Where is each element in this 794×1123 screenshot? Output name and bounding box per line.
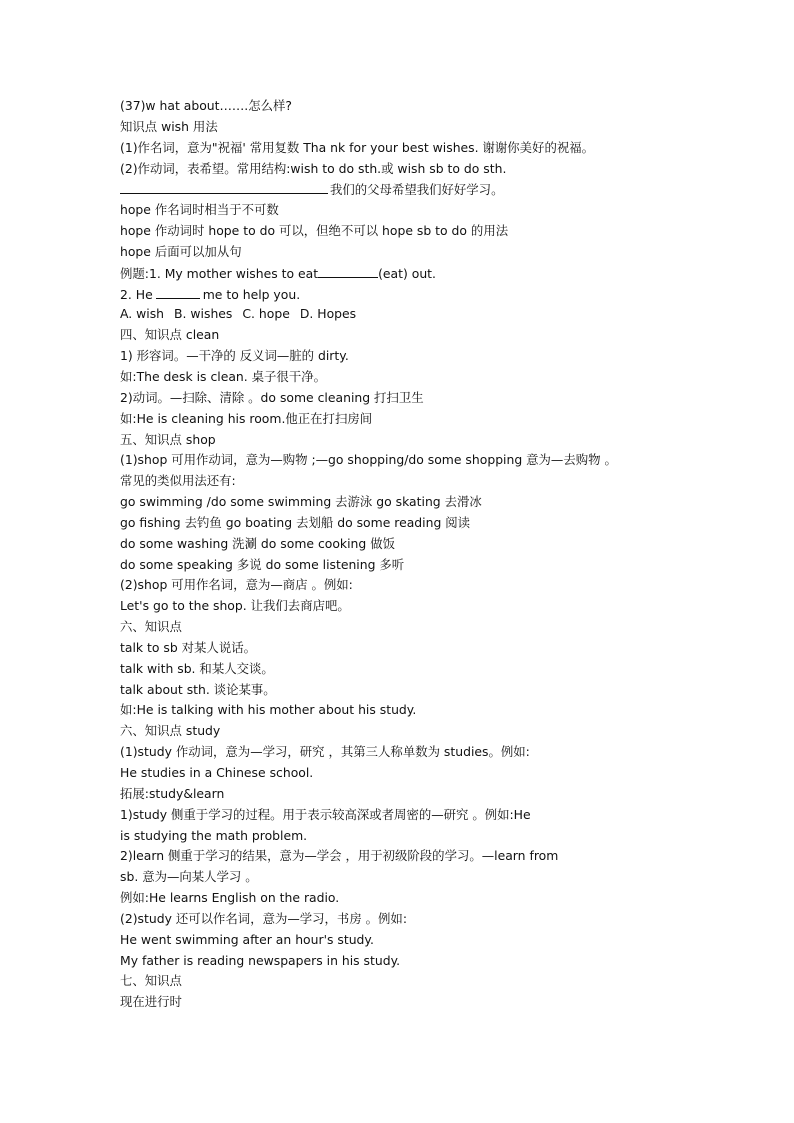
text-line: talk about sth. 谈论某事。: [120, 681, 276, 697]
text-line: is studying the math problem.: [120, 827, 308, 843]
text-line: 如:He is cleaning his room.他正在打扫房间: [120, 410, 373, 426]
answer-blank[interactable]: [120, 179, 328, 194]
section-heading: 知识点 wish 用法: [120, 118, 218, 134]
text-line: do some washing 洗涮 do some cooking 做饭: [120, 535, 395, 551]
exercise-line: [120, 263, 680, 284]
text-line: (1)shop 可用作动词，意为—购物 ;—go shopping/do some shopping 意为—去购物 。: [120, 452, 617, 468]
option-b: B. wishes: [174, 306, 233, 322]
section-heading: 七、知识点: [120, 973, 182, 989]
text-line: go swimming /do some swimming 去游泳 go skating 去滑冰: [120, 494, 482, 510]
text-line: 2)动词。—扫除、清除 。do some cleaning 打扫卫生: [120, 389, 424, 405]
document-body: [120, 96, 680, 1013]
section-heading: 四、知识点 clean: [120, 327, 220, 343]
text-line: hope 后面可以加从句: [120, 243, 242, 259]
text-line: 1)study 侧重于学习的过程。用于表示较高深或者周密的—研究 。例如:He: [120, 806, 531, 822]
section-heading: 六、知识点 study: [120, 723, 221, 739]
text-line: 常见的类似用法还有:: [120, 473, 236, 489]
text-line: go fishing 去钓鱼 go boating 去划船 do some reading 阅读: [120, 514, 471, 530]
option-a: A. wish: [120, 306, 165, 322]
text-line: (2)作动词，表希望。常用结构:wish to do sth.或 wish sb to do sth.: [120, 160, 507, 176]
text-line: (1)作名词，意为"祝福' 常用复数 Tha nk for your best wishes. 谢谢你美好的祝福。: [120, 139, 595, 155]
section-heading: 五、知识点 shop: [120, 431, 216, 447]
text-fragment: me to help you.: [202, 286, 301, 302]
options-line: [120, 304, 680, 325]
text-line: He went swimming after an hour's study.: [120, 931, 374, 947]
text-line: 1) 形容词。—干净的 反义词—脏的 dirty.: [120, 348, 349, 364]
text-line: 如:He is talking with his mother about his study.: [120, 702, 417, 718]
option-d: D. Hopes: [299, 306, 357, 322]
exercise-line: [120, 284, 680, 305]
answer-blank[interactable]: [318, 263, 378, 278]
text-line: 2)learn 侧重于学习的结果，意为—学会 ，用于初级阶段的学习。—learn from: [120, 848, 559, 864]
fill-in-line: [120, 179, 680, 200]
text-line: talk to sb 对某人说话。: [120, 639, 256, 655]
option-c: C. hope: [242, 306, 290, 322]
text-line: do some speaking 多说 do some listening 多听: [120, 556, 405, 572]
text-line: Let's go to the shop. 让我们去商店吧。: [120, 598, 350, 614]
text-line: hope 作动词时 hope to do 可以，但绝不可以 hope sb to do 的用法: [120, 223, 509, 239]
text-line: (1)study 作动词，意为—学习，研究 ，其第三人称单数为 studies。例如:: [120, 744, 530, 760]
text-fragment: 例题:1. My mother wishes to eat: [120, 265, 319, 281]
text-line: (2)shop 可用作名词，意为—商店 。例如:: [120, 577, 353, 593]
text-line: 例如:He learns English on the radio.: [120, 890, 340, 906]
text-line: My father is reading newspapers in his study.: [120, 952, 401, 968]
text-line: sb. 意为—向某人学习 。: [120, 869, 258, 885]
text-line: (37)w hat about…….怎么样?: [120, 98, 292, 113]
text-line: talk with sb. 和某人交谈。: [120, 660, 274, 676]
text-fragment: 2. He: [120, 286, 153, 302]
answer-blank[interactable]: [156, 284, 200, 299]
text-line: hope 作名词时相当于不可数: [120, 202, 279, 218]
text-fragment: (eat) out.: [378, 265, 436, 281]
text-line: 拓展:study&learn: [120, 785, 225, 801]
text-line: He studies in a Chinese school.: [120, 765, 314, 780]
text-fragment: 我们的父母希望我们好好学习。: [330, 182, 504, 198]
section-heading: 六、知识点: [120, 619, 182, 635]
text-line: 现在进行时: [120, 994, 182, 1010]
text-line: 如:The desk is clean. 桌子很干净。: [120, 368, 326, 384]
text-line: (2)study 还可以作名词，意为—学习，书房 。例如:: [120, 910, 407, 926]
